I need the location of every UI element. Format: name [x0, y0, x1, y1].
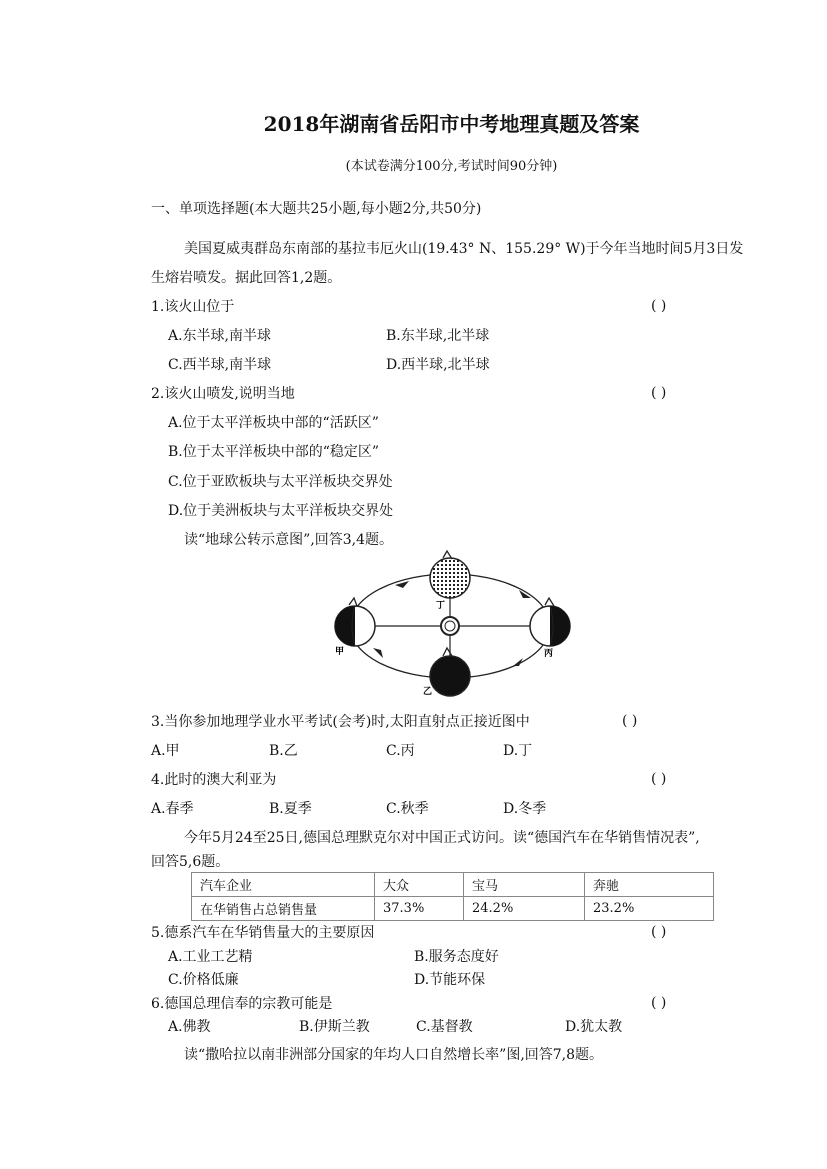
option-5c: C.价格低廉	[168, 972, 239, 988]
section-heading: 一、单项选择题(本大题共25小题,每小题2分,共50分)	[151, 201, 482, 217]
table-cell: 宝马	[464, 873, 585, 897]
intro-paragraph-3-cont: 回答5,6题。	[151, 854, 230, 870]
question-6: 6.德国总理信奉的宗教可能是	[151, 996, 333, 1012]
option-3d: D.丁	[503, 743, 533, 759]
question-3: 3.当你参加地理学业水平考试(会考)时,太阳直射点正接近图中	[151, 714, 530, 730]
answer-blank-5: ( )	[651, 924, 667, 940]
option-6d: D.犹太教	[565, 1019, 623, 1035]
intro-paragraph-4: 读“撒哈拉以南非洲部分国家的年均人口自然增长率”图,回答7,8题。	[184, 1047, 604, 1063]
option-5b: B.服务态度好	[414, 949, 499, 965]
earth-position-ding	[430, 551, 470, 598]
earth-revolution-diagram	[325, 548, 585, 698]
option-6c: C.基督教	[416, 1019, 473, 1035]
option-1a: A.东半球,南半球	[168, 328, 272, 344]
question-4: 4.此时的澳大利亚为	[151, 772, 277, 788]
table-header-row	[192, 873, 714, 897]
intro-paragraph-3: 今年5月24至25日,德国总理默克尔对中国正式访问。读“德国汽车在华销售情况表”,	[184, 830, 700, 846]
table-cell: 汽车企业	[192, 873, 375, 897]
table-row	[192, 897, 714, 921]
intro-paragraph-1: 美国夏威夷群岛东南部的基拉韦厄火山(19.43° N、155.29° W)于今年当地时间5月3日发	[184, 241, 744, 257]
table-cell: 24.2%	[464, 897, 585, 921]
option-4c: C.秋季	[386, 801, 429, 817]
option-5d: D.节能环保	[414, 972, 486, 988]
table-cell: 37.3%	[375, 897, 464, 921]
option-1d: D.西半球,北半球	[386, 357, 490, 373]
intro-paragraph-2: 读“地球公转示意图”,回答3,4题。	[184, 532, 394, 548]
option-3c: C.丙	[386, 743, 415, 759]
option-2c: C.位于亚欧板块与太平洋板块交界处	[168, 474, 393, 490]
option-2d: D.位于美洲板块与太平洋板块交界处	[168, 503, 394, 519]
intro-paragraph-1-cont: 生熔岩喷发。据此回答1,2题。	[151, 270, 342, 286]
option-2a: A.位于太平洋板块中部的“活跃区”	[168, 415, 379, 431]
option-3a: A.甲	[151, 743, 180, 759]
label-jia: 甲	[335, 647, 345, 657]
table-cell: 大众	[375, 873, 464, 897]
option-4d: D.冬季	[503, 801, 547, 817]
option-2b: B.位于太平洋板块中部的“稳定区”	[168, 444, 380, 460]
question-1: 1.该火山位于	[151, 299, 235, 315]
arrow-icon	[373, 648, 383, 658]
table-cell: 在华销售占总销售量	[192, 897, 375, 921]
option-1c: C.西半球,南半球	[168, 357, 272, 373]
question-5: 5.德系汽车在华销售量大的主要原因	[151, 925, 375, 941]
exam-info: (本试卷满分100分,考试时间90分钟)	[345, 159, 558, 174]
answer-blank-2: ( )	[651, 385, 667, 401]
page-title: 2018年湖南省岳阳市中考地理真题及答案	[263, 112, 640, 136]
label-ding: 丁	[436, 601, 446, 611]
label-yi: 乙	[423, 687, 433, 697]
answer-blank-4: ( )	[651, 771, 667, 787]
label-bing: 丙	[544, 649, 554, 659]
option-5a: A.工业工艺精	[168, 949, 253, 965]
option-3b: B.乙	[269, 743, 298, 759]
answer-blank-1: ( )	[651, 298, 667, 314]
option-4a: A.春季	[151, 801, 194, 817]
option-6a: A.佛教	[168, 1019, 211, 1035]
earth-position-jia	[335, 598, 375, 646]
table-cell: 23.2%	[585, 897, 714, 921]
table-cell: 奔驰	[585, 873, 714, 897]
option-6b: B.伊斯兰教	[299, 1019, 370, 1035]
option-1b: B.东半球,北半球	[386, 328, 490, 344]
earth-position-bing	[530, 598, 570, 646]
sales-table	[191, 872, 714, 921]
answer-blank-6: ( )	[651, 995, 667, 1011]
answer-blank-3: ( )	[622, 713, 638, 729]
option-4b: B.夏季	[269, 801, 312, 817]
question-2: 2.该火山喷发,说明当地	[151, 386, 295, 402]
